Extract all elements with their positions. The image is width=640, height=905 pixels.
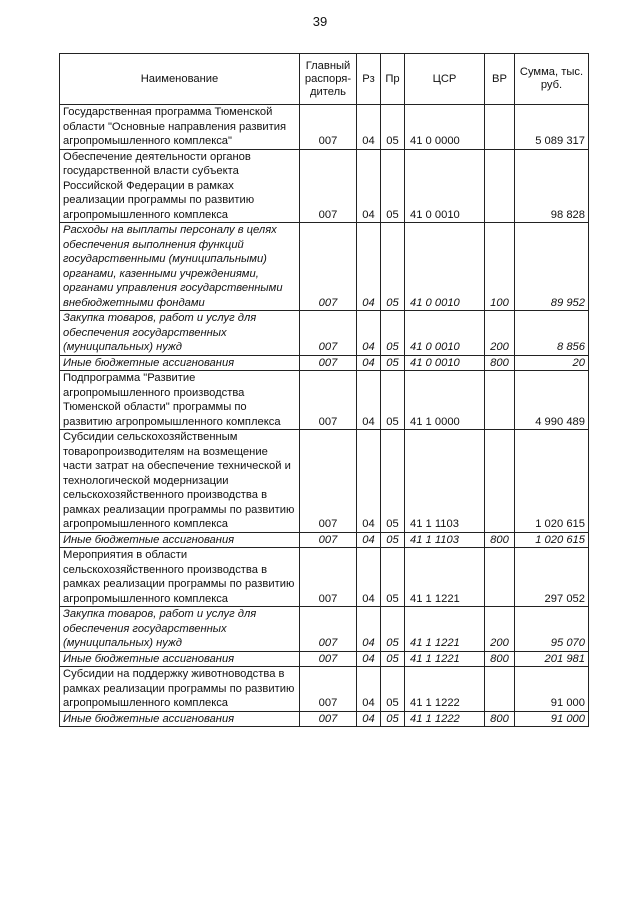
cell-csr: 41 1 1103 xyxy=(405,430,485,533)
cell-pr: 05 xyxy=(381,651,405,667)
cell-rz: 04 xyxy=(357,149,381,223)
cell-pr: 05 xyxy=(381,607,405,652)
cell-admin: 007 xyxy=(300,667,357,712)
cell-admin: 007 xyxy=(300,548,357,607)
table-body xyxy=(60,105,589,727)
cell-sum: 297 052 xyxy=(515,548,589,607)
cell-pr: 05 xyxy=(381,223,405,311)
cell-sum: 91 000 xyxy=(515,667,589,712)
cell-rz: 04 xyxy=(357,223,381,311)
cell-pr: 05 xyxy=(381,311,405,356)
cell-name: Закупка товаров, работ и услуг для обеспечения государственных (муниципальных) нужд xyxy=(60,607,300,652)
table-row xyxy=(60,105,589,150)
cell-name: Иные бюджетные ассигнования xyxy=(60,711,300,727)
cell-name: Субсидии на поддержку животноводства в рамках реализации программы по развитию агропромышленного комплекса xyxy=(60,667,300,712)
cell-sum: 20 xyxy=(515,355,589,371)
cell-name: Иные бюджетные ассигнования xyxy=(60,651,300,667)
table-row xyxy=(60,430,589,533)
table-row xyxy=(60,711,589,727)
cell-csr: 41 1 1103 xyxy=(405,532,485,548)
cell-admin: 007 xyxy=(300,430,357,533)
cell-admin: 007 xyxy=(300,607,357,652)
cell-vr: 200 xyxy=(485,311,515,356)
cell-vr: 100 xyxy=(485,223,515,311)
table-row xyxy=(60,532,589,548)
cell-vr: 800 xyxy=(485,651,515,667)
cell-pr: 05 xyxy=(381,355,405,371)
cell-rz: 04 xyxy=(357,430,381,533)
header-csr: ЦСР xyxy=(405,54,485,105)
cell-name: Субсидии сельскохозяйственным товаропроизводителям на возмещение части затрат на обеспечение технической и технологической модернизации сельскохозяйственного производства в рамках реализации программы по развитию агропромышленного комплекса xyxy=(60,430,300,533)
cell-rz: 04 xyxy=(357,711,381,727)
cell-rz: 04 xyxy=(357,532,381,548)
cell-name: Расходы на выплаты персоналу в целях обеспечения выполнения функций государственными (муниципальными) органами, казенными учреждениями, органами управления государственными внебюджетными фондами xyxy=(60,223,300,311)
cell-name: Закупка товаров, работ и услуг для обеспечения государственных (муниципальных) нужд xyxy=(60,311,300,356)
cell-admin: 007 xyxy=(300,532,357,548)
cell-sum: 98 828 xyxy=(515,149,589,223)
cell-csr: 41 1 1221 xyxy=(405,651,485,667)
cell-sum: 4 990 489 xyxy=(515,371,589,430)
cell-name: Государственная программа Тюменской области "Основные направления развития агропромышленного комплекса" xyxy=(60,105,300,150)
cell-name: Подпрограмма "Развитие агропромышленного производства Тюменской области" программы по развитию агропромышленного комплекса xyxy=(60,371,300,430)
cell-csr: 41 1 0000 xyxy=(405,371,485,430)
header-name: Наименование xyxy=(60,54,300,105)
cell-vr xyxy=(485,548,515,607)
cell-admin: 007 xyxy=(300,311,357,356)
table-row xyxy=(60,311,589,356)
cell-vr xyxy=(485,105,515,150)
header-rz: Рз xyxy=(357,54,381,105)
table-row xyxy=(60,651,589,667)
cell-pr: 05 xyxy=(381,430,405,533)
cell-vr xyxy=(485,430,515,533)
cell-csr: 41 0 0010 xyxy=(405,355,485,371)
cell-sum: 95 070 xyxy=(515,607,589,652)
cell-csr: 41 0 0010 xyxy=(405,223,485,311)
cell-rz: 04 xyxy=(357,667,381,712)
table-row xyxy=(60,667,589,712)
table-row xyxy=(60,223,589,311)
cell-vr xyxy=(485,149,515,223)
cell-admin: 007 xyxy=(300,149,357,223)
cell-pr: 05 xyxy=(381,532,405,548)
cell-name: Обеспечение деятельности органов государственной власти субъекта Российской Федерации в рамках реализации программы по развитию агропромышленного комплекса xyxy=(60,149,300,223)
cell-name: Иные бюджетные ассигнования xyxy=(60,355,300,371)
cell-vr xyxy=(485,371,515,430)
cell-csr: 41 1 1222 xyxy=(405,711,485,727)
table-row xyxy=(60,149,589,223)
page-number: 39 xyxy=(312,14,328,29)
cell-sum: 5 089 317 xyxy=(515,105,589,150)
cell-name: Мероприятия в области сельскохозяйственного производства в рамках реализации программы по развитию агропромышленного комплекса xyxy=(60,548,300,607)
cell-pr: 05 xyxy=(381,548,405,607)
header-sum: Сумма, тыс. руб. xyxy=(515,54,589,105)
cell-admin: 007 xyxy=(300,711,357,727)
table-row xyxy=(60,607,589,652)
cell-pr: 05 xyxy=(381,105,405,150)
cell-csr: 41 1 1221 xyxy=(405,607,485,652)
cell-pr: 05 xyxy=(381,149,405,223)
header-vr: ВР xyxy=(485,54,515,105)
cell-pr: 05 xyxy=(381,667,405,712)
cell-name: Иные бюджетные ассигнования xyxy=(60,532,300,548)
cell-admin: 007 xyxy=(300,355,357,371)
cell-vr: 200 xyxy=(485,607,515,652)
cell-pr: 05 xyxy=(381,711,405,727)
cell-rz: 04 xyxy=(357,371,381,430)
cell-rz: 04 xyxy=(357,548,381,607)
cell-sum: 1 020 615 xyxy=(515,532,589,548)
table-header-row xyxy=(60,54,589,105)
cell-sum: 1 020 615 xyxy=(515,430,589,533)
cell-rz: 04 xyxy=(357,607,381,652)
cell-csr: 41 0 0010 xyxy=(405,311,485,356)
cell-vr: 800 xyxy=(485,355,515,371)
cell-vr: 800 xyxy=(485,532,515,548)
cell-sum: 91 000 xyxy=(515,711,589,727)
cell-admin: 007 xyxy=(300,371,357,430)
cell-sum: 8 856 xyxy=(515,311,589,356)
cell-rz: 04 xyxy=(357,105,381,150)
header-pr: Пр xyxy=(381,54,405,105)
budget-table xyxy=(59,53,589,727)
cell-pr: 05 xyxy=(381,371,405,430)
cell-csr: 41 1 1222 xyxy=(405,667,485,712)
cell-csr: 41 0 0010 xyxy=(405,149,485,223)
cell-admin: 007 xyxy=(300,651,357,667)
cell-csr: 41 1 1221 xyxy=(405,548,485,607)
header-admin: Главный распоря-дитель xyxy=(300,54,357,105)
cell-rz: 04 xyxy=(357,355,381,371)
cell-vr xyxy=(485,667,515,712)
cell-vr: 800 xyxy=(485,711,515,727)
table-row xyxy=(60,548,589,607)
cell-sum: 89 952 xyxy=(515,223,589,311)
table-row xyxy=(60,371,589,430)
table-row xyxy=(60,355,589,371)
cell-rz: 04 xyxy=(357,651,381,667)
cell-sum: 201 981 xyxy=(515,651,589,667)
cell-admin: 007 xyxy=(300,105,357,150)
cell-admin: 007 xyxy=(300,223,357,311)
cell-rz: 04 xyxy=(357,311,381,356)
cell-csr: 41 0 0000 xyxy=(405,105,485,150)
